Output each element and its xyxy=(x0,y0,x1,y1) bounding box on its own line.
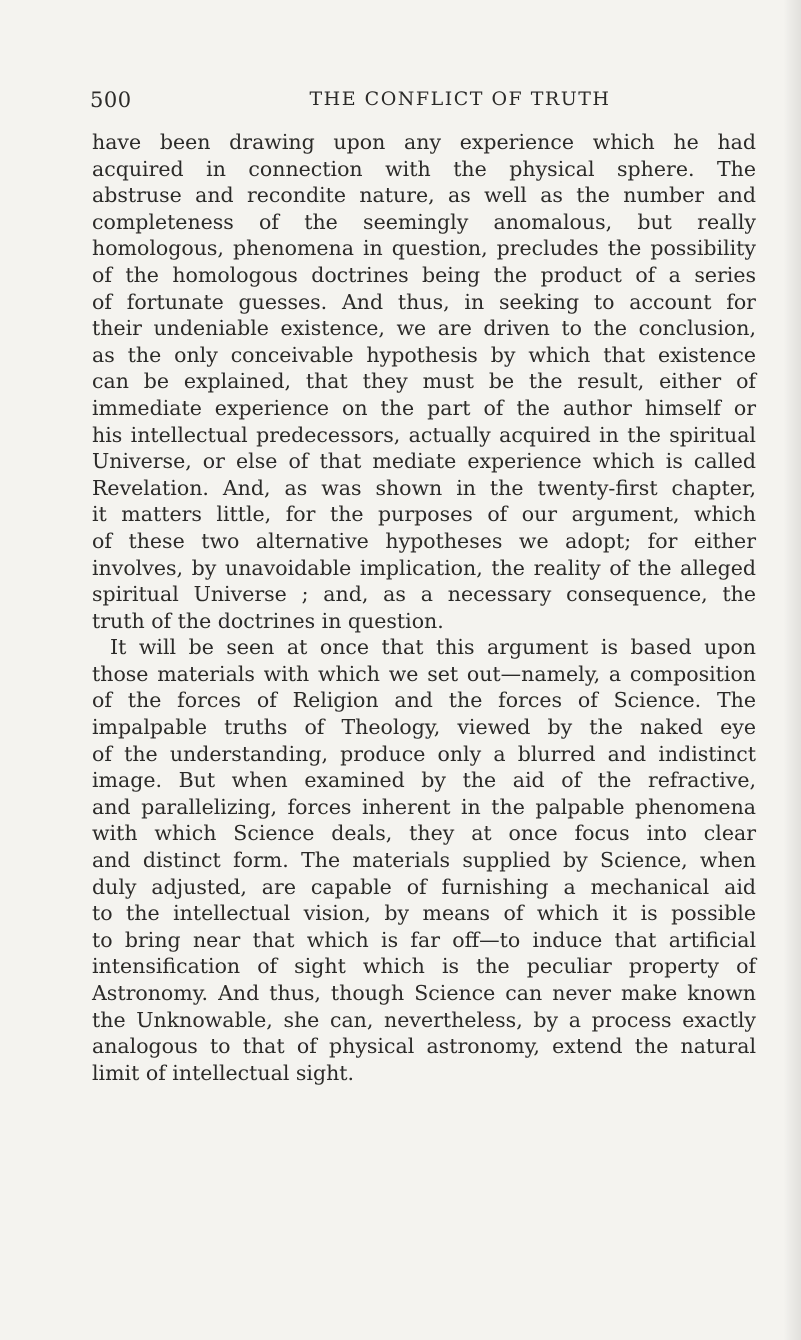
running-head xyxy=(90,88,750,118)
text-line: immediate experience on the part of the author himself or xyxy=(92,395,756,420)
text-line: as the only conceivable hypothesis by which that existence xyxy=(92,342,756,367)
text-line: the Unknowable, she can, nevertheless, by a process exactly xyxy=(92,1007,756,1032)
text-line: abstruse and recondite nature, as well as the number and xyxy=(92,183,756,208)
text-line: intensification of sight which is the peculiar property of xyxy=(92,954,756,979)
text-line: of fortunate guesses. And thus, in seeking to account for xyxy=(92,289,756,314)
text-line: their undeniable existence, we are driven to the conclusion, xyxy=(92,316,756,341)
text-line: can be explained, that they must be the result, either of xyxy=(92,369,756,394)
text-line: of the forces of Religion and the forces of Science. The xyxy=(92,688,756,713)
page-edge-shadow xyxy=(783,0,801,1340)
text-line: have been drawing upon any experience which he had xyxy=(92,130,756,154)
text-line: of these two alternative hypotheses we adopt; for either xyxy=(92,528,756,553)
text-line: duly adjusted, are capable of furnishing a mechanical aid xyxy=(92,874,756,899)
text-line: analogous to that of physical astronomy, extend the natural xyxy=(92,1034,756,1059)
text-line: his intellectual predecessors, actually acquired in the spiritual xyxy=(92,422,756,447)
page-number: 500 xyxy=(90,88,132,112)
text-line: Revelation. And, as was shown in the twenty-first chapter, xyxy=(92,475,756,500)
text-line: image. But when examined by the aid of the refractive, xyxy=(92,768,756,793)
text-line: impalpable truths of Theology, viewed by the naked eye xyxy=(92,715,756,740)
text-line: Universe, or else of that mediate experience which is called xyxy=(92,449,756,474)
text-line: and distinct form. The materials supplied by Science, when xyxy=(92,848,756,873)
paragraph-end-line: limit of intellectual sight. xyxy=(92,1060,355,1085)
text-line: Astronomy. And thus, though Science can never make known xyxy=(92,981,756,1005)
paragraph-end-line: truth of the doctrines in question. xyxy=(92,608,444,633)
text-line: of the understanding, produce only a blurred and indistinct xyxy=(92,741,756,766)
text-line: of the homologous doctrines being the product of a series xyxy=(92,262,756,287)
text-line: acquired in connection with the physical sphere. The xyxy=(92,156,756,181)
text-line: spiritual Universe ; and, as a necessary consequence, the xyxy=(92,582,756,607)
text-line: homologous, phenomena in question, precludes the possibility xyxy=(92,236,756,261)
text-line: to the intellectual vision, by means of which it is possible xyxy=(92,901,756,926)
body-text xyxy=(92,129,756,1086)
text-line: to bring near that which is far off—to induce that artificial xyxy=(92,927,756,952)
text-line: it matters little, for the purposes of our argument, which xyxy=(92,502,756,527)
running-title: THE CONFLICT OF TRUTH xyxy=(309,88,611,110)
text-line: with which Science deals, they at once focus into clear xyxy=(92,821,756,846)
text-line: completeness of the seemingly anomalous, but really xyxy=(92,209,756,234)
paragraph-start-line: It will be seen at once that this argument is based upon xyxy=(110,635,756,660)
text-line: and parallelizing, forces inherent in the palpable phenomena xyxy=(92,794,756,819)
text-line: those materials with which we set out—namely, a composition xyxy=(92,661,756,686)
text-line: involves, by unavoidable implication, the reality of the alleged xyxy=(92,555,756,580)
